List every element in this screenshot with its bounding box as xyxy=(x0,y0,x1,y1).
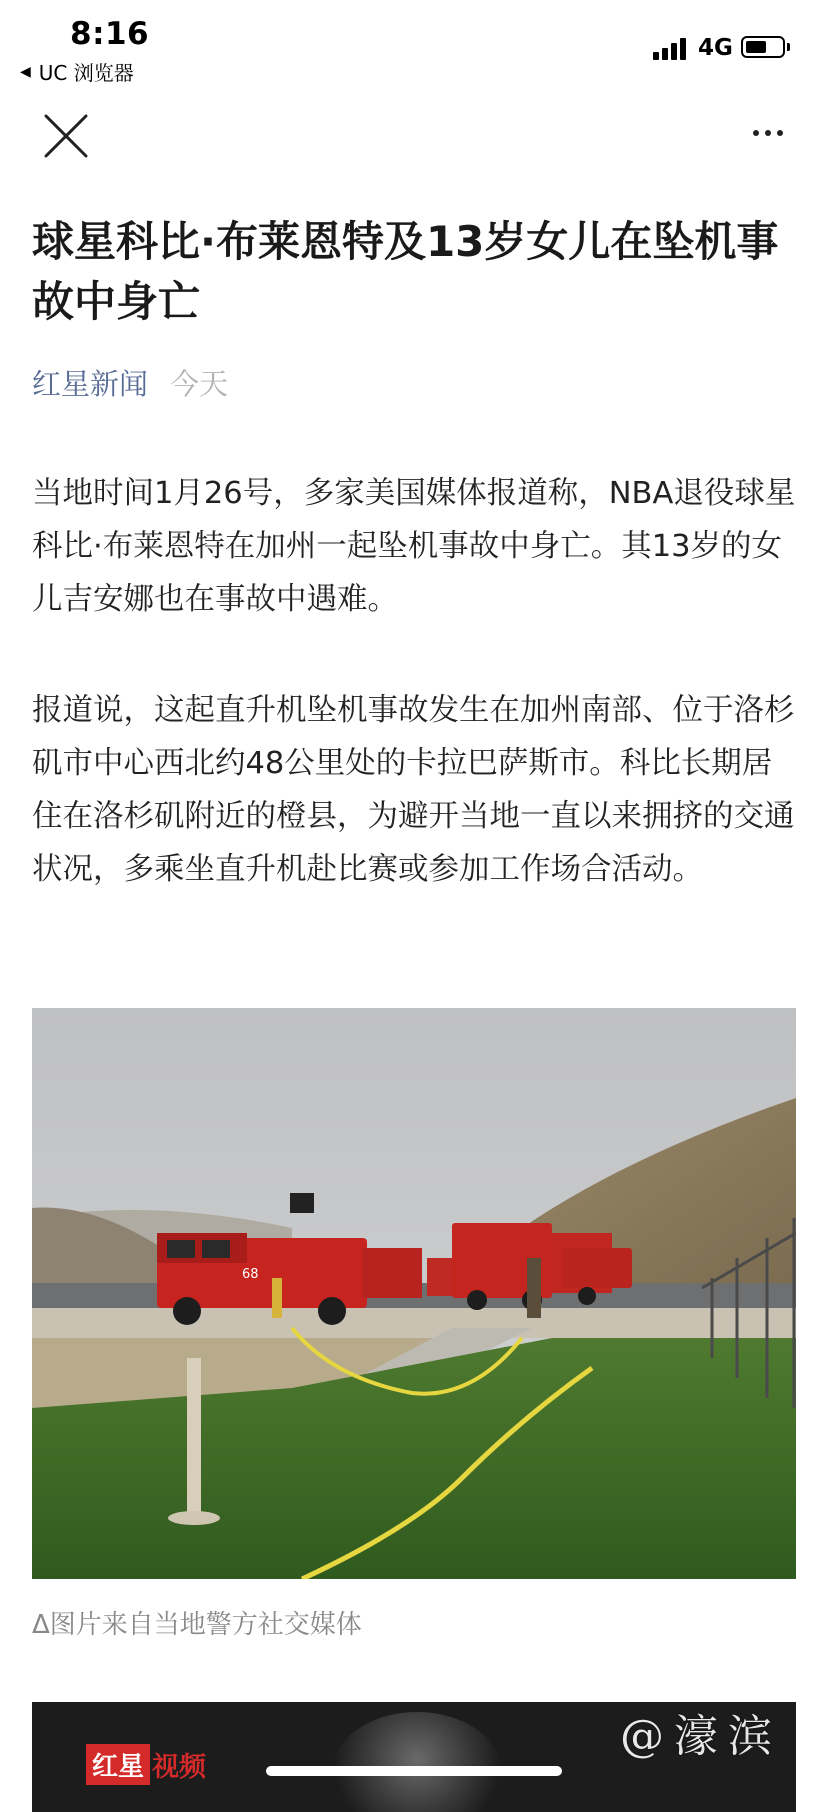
signal-icon xyxy=(653,36,691,60)
article-source-link[interactable]: 红星新闻 xyxy=(32,367,149,401)
status-bar xyxy=(0,0,828,88)
truck-number: 68 xyxy=(242,1267,259,1282)
more-options-button[interactable] xyxy=(738,110,798,156)
back-to-app-button[interactable] xyxy=(20,57,134,86)
photo-caption: Δ图片来自当地警方社交媒体 xyxy=(32,1610,362,1640)
video-figure xyxy=(332,1712,502,1812)
video-logo-box: 红星 xyxy=(86,1744,150,1785)
battery-cap xyxy=(787,43,790,51)
status-time: 8:16 xyxy=(70,16,150,52)
watermark: @濠滨 xyxy=(620,1711,782,1762)
article-photo[interactable] xyxy=(32,1008,796,1579)
more-icon-dot xyxy=(777,130,783,136)
fire-trucks-photo xyxy=(32,1008,796,1579)
battery-level xyxy=(746,41,766,53)
article-title: 球星科比·布莱恩特及13岁女儿在坠机事故中身亡 xyxy=(32,217,779,326)
article-paragraph: 当地时间1月26号，多家美国媒体报道称，NBA退役球星科比·布莱恩特在加州一起坠机事故中身亡。其13岁的女儿吉安娜也在事故中遇难。 xyxy=(32,476,796,617)
more-icon-dot xyxy=(765,130,771,136)
back-triangle-icon: ◀ xyxy=(20,63,31,80)
close-icon xyxy=(40,110,92,162)
video-brand-logo xyxy=(86,1744,206,1785)
close-button[interactable] xyxy=(40,110,92,162)
battery-icon xyxy=(741,36,785,58)
video-logo-text: 视频 xyxy=(152,1752,207,1783)
network-type: 4G xyxy=(698,35,733,61)
home-indicator[interactable] xyxy=(266,1766,562,1776)
article-paragraph: 报道说，这起直升机坠机事故发生在加州南部、位于洛杉矶市中心西北约48公里处的卡拉巴萨斯市。科比长期居住在洛杉矶附近的橙县，为避开当地一直以来拥挤的交通状况，多乘坐直升机赴比赛或参加工作场合活动。 xyxy=(32,693,795,887)
back-app-label: UC 浏览器 xyxy=(38,61,134,85)
article-meta xyxy=(32,362,228,403)
article-date: 今天 xyxy=(170,367,229,401)
more-icon-dot xyxy=(753,130,759,136)
